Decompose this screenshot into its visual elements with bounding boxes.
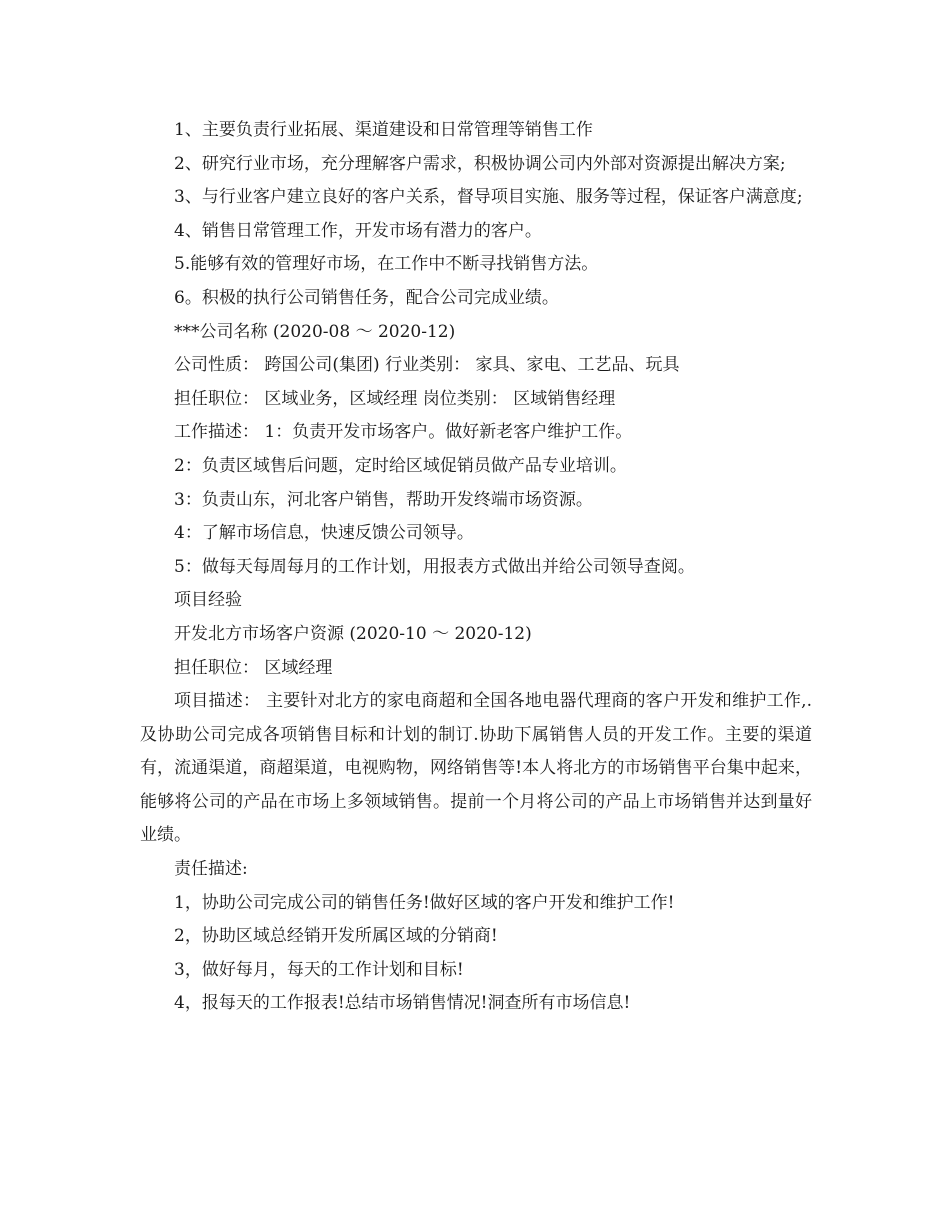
company-name-line: ***公司名称 (2020-08 ～ 2020-12)	[174, 321, 456, 342]
work-item-2: 2：负责区域售后问题，定时给区域促销员做产品专业培训。	[174, 455, 627, 476]
work-item-3: 3：负责山东，河北客户销售，帮助开发终端市场资源。	[174, 489, 593, 510]
duty-item-4: 4、销售日常管理工作，开发市场有潜力的客户。	[174, 220, 542, 241]
responsibility-item-2: 2，协助区域总经销开发所属区域的分销商!	[174, 926, 498, 947]
project-experience-heading: 项目经验	[174, 590, 242, 611]
project-title-line: 开发北方市场客户资源 (2020-10 ～ 2020-12)	[174, 623, 532, 644]
responsibility-item-3: 3，做好每月，每天的工作计划和目标!	[174, 959, 464, 980]
company-nature-line: 公司性质： 跨国公司(集团) 行业类别： 家具、家电、工艺品、玩具	[174, 355, 680, 376]
work-item-5: 5：做每天每周每月的工作计划，用报表方式做出并给公司领导查阅。	[174, 556, 695, 577]
duty-item-3: 3、与行业客户建立良好的客户关系，督导项目实施、服务等过程，保证客户满意度;	[174, 187, 803, 208]
duty-item-1: 1、主要负责行业拓展、渠道建设和日常管理等销售工作	[174, 120, 593, 140]
responsibility-heading: 责任描述:	[174, 859, 248, 880]
project-position-line: 担任职位： 区域经理	[174, 657, 333, 678]
responsibility-item-1: 1，协助公司完成公司的销售任务!做好区域的客户开发和维护工作!	[174, 892, 675, 913]
project-description: 项目描述： 主要针对北方的家电商超和全国各地电器代理商的客户开发和维护工作,.及协助公司完成各项销售目标和计划的制订.协助下属销售人员的开发工作。主要的渠道有，流通渠道，商超渠道，电视购物，网络销售等!本人将北方的市场销售平台集中起来，能够将公司的产品在市场上多领域销售。提前一个月将公司的产品上市场销售并达到量好业绩。	[140, 691, 812, 846]
duty-item-6: 6。积极的执行公司销售任务，配合公司完成业绩。	[174, 287, 559, 308]
duty-item-5: 5.能够有效的管理好市场，在工作中不断寻找销售方法。	[174, 254, 599, 275]
position-line: 担任职位： 区域业务，区域经理 岗位类别： 区域销售经理	[174, 388, 616, 409]
work-item-4: 4：了解市场信息，快速反馈公司领导。	[174, 523, 474, 544]
work-description-line: 工作描述： 1：负责开发市场客户。做好新老客户维护工作。	[174, 422, 633, 443]
responsibility-item-4: 4，报每天的工作报表!总结市场销售情况!洞查所有市场信息!	[174, 993, 631, 1014]
duty-item-2: 2、研究行业市场，充分理解客户需求，积极协调公司内外部对资源提出解决方案;	[174, 153, 786, 174]
document-body	[140, 114, 812, 1021]
